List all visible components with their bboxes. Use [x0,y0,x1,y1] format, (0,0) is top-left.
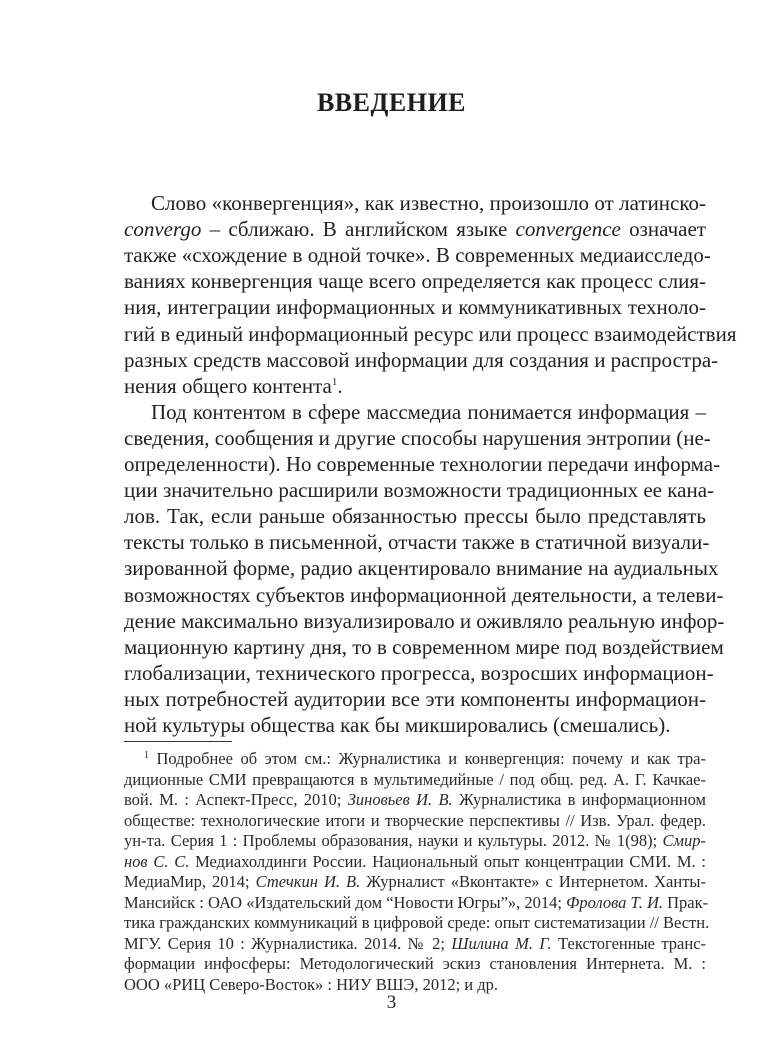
italic-text: Зиновьев И. В. [347,790,453,809]
footnote-line [124,811,706,831]
text-segment: тика гражданских коммуникаций в цифровой среде: опыт систематизации // Вестн. [124,913,710,932]
text-segment: возможностях субъектов информационной деятельности, а телеви- [124,582,724,607]
text-segment: ваниях конвергенция чаще всего определяется как процесс слия- [124,269,706,294]
body-line [124,712,706,738]
text-segment: Мансийск : ОАО «Издательский дом “Новости Югры”», 2014; [124,892,567,912]
italic-text: convergo [124,217,202,242]
text-segment: ун-та. Серия 1 : Проблемы образования, науки и культуры. 2012. № 1(98); [124,831,663,850]
text-segment: обществе: технологические итоги и творческие перспективы // Изв. Урал. федер. [124,810,706,830]
text-segment: вой. М. : Аспект-Пресс, 2010; [124,790,348,809]
text-segment: ООО «РИЦ Северо-Восток» : НИУ ВШЭ, 2012; и др. [124,974,498,994]
body-line [124,216,706,242]
body-line [124,660,714,686]
text-segment: лов. Так, если раньше обязанностью прессы было представлять [124,504,706,529]
body-line [124,634,724,660]
footnote-line [124,852,706,872]
body-line [124,477,715,503]
text-segment: сведения, сообщения и другие способы нарушения энтропии (не- [124,425,711,450]
footnote-line [144,749,706,769]
text-segment: МГУ. Серия 10 : Журналистика. 2014. № 2; [124,933,452,953]
body-line [124,529,710,555]
italic-text: нов С. С. [124,851,190,871]
text-segment: тексты только в письменной, отчасти также в статичной визуали- [124,530,710,555]
text-segment: Подробнее об этом см.: Журналистика и конвергенция: почему и как тра- [149,749,706,768]
text-segment: Под контентом в сфере массмедиа понимается информация – [151,399,706,424]
italic-text: Шилина М. Г. [451,933,552,953]
body-line [124,451,721,477]
footnote-line [124,934,706,954]
text-segment: Текстогенные транс- [551,933,707,953]
footnote-line [124,872,706,892]
footnote-marker: 1 [144,750,149,761]
body-line [124,347,719,373]
footnote-line [124,790,706,810]
text-segment: означает [620,217,706,242]
body-line [124,503,706,529]
footnote-line [124,954,706,974]
body-line [124,242,711,268]
body-line [124,686,706,712]
text-segment: Слово «конвергенция», как известно, произошло от латинско- [151,191,706,215]
body-line [124,608,725,634]
footnote-line [124,892,709,913]
footnote-line [124,770,706,790]
text-segment: гий в единый информационный ресурс или процесс взаимодействия [124,321,737,346]
body-line [124,321,737,347]
text-segment: диционные СМИ превращаются в мультимедийные / под общ. ред. А. Г. Качкае- [124,769,706,789]
text-segment: Медиахолдинги России. Национальный опыт концентрации СМИ. М. : [189,851,706,871]
italic-text: Стечкин И. В. [255,872,361,891]
body-line [124,268,706,294]
italic-text: Фролова Т. И. [566,892,663,912]
text-segment: Прак- [662,892,709,912]
text-segment: глобализации, технического прогресса, возросших информацион- [124,660,714,685]
text-segment: разных средств массовой информации для создания и распростра- [124,347,719,372]
page-title: ВВЕДЕНИЕ [316,88,467,117]
body-line [124,425,711,451]
text-segment: определенности). Но современные технологии передачи информа- [124,452,721,476]
text-segment: МедиаМир, 2014; [124,872,256,891]
body-line [151,399,706,425]
italic-text: convergence [515,217,621,242]
text-segment: нения общего контента [124,373,332,398]
text-segment: мационную картину дня, то в современном мире под воздействием [124,634,724,659]
text-segment: . [337,373,343,398]
text-segment: ции значительно расширили возможности традиционных ее кана- [124,478,715,503]
text-segment: зированной форме, радио акцентировало внимание на аудиальных [124,556,719,581]
text-segment: также «схождение в одной точке». В современных медиаисследо- [124,243,711,268]
italic-text: Смир- [662,831,706,850]
text-segment: дение максимально визуализировало и оживляло реальную инфор- [124,608,725,633]
footnote-line [124,913,710,933]
footnote-marker: 1 [331,375,338,388]
body-line [124,373,706,399]
text-segment: формации инфосферы: Методологический эскиз становления Интернета. М. : [124,954,706,973]
body-line [124,294,706,320]
body-line [124,555,719,581]
body-line [124,582,724,608]
text-segment: Журналистика в информационном [452,790,706,809]
text-segment: ных потребностей аудитории все эти компоненты информацион- [124,686,706,711]
text-segment: Журналист «Вконтакте» с Интернетом. Ханты- [360,872,706,891]
body-line [151,190,706,216]
footnote-separator [124,741,232,742]
footnote-line [124,831,706,851]
text-segment: ния, интеграции информационных и коммуникативных техноло- [124,295,706,320]
text-segment: ной культуры общества как бы микшировались (смешались). [124,713,671,737]
text-segment: – сближаю. В английском языке [201,217,516,242]
page-number: 3 [386,992,397,1013]
